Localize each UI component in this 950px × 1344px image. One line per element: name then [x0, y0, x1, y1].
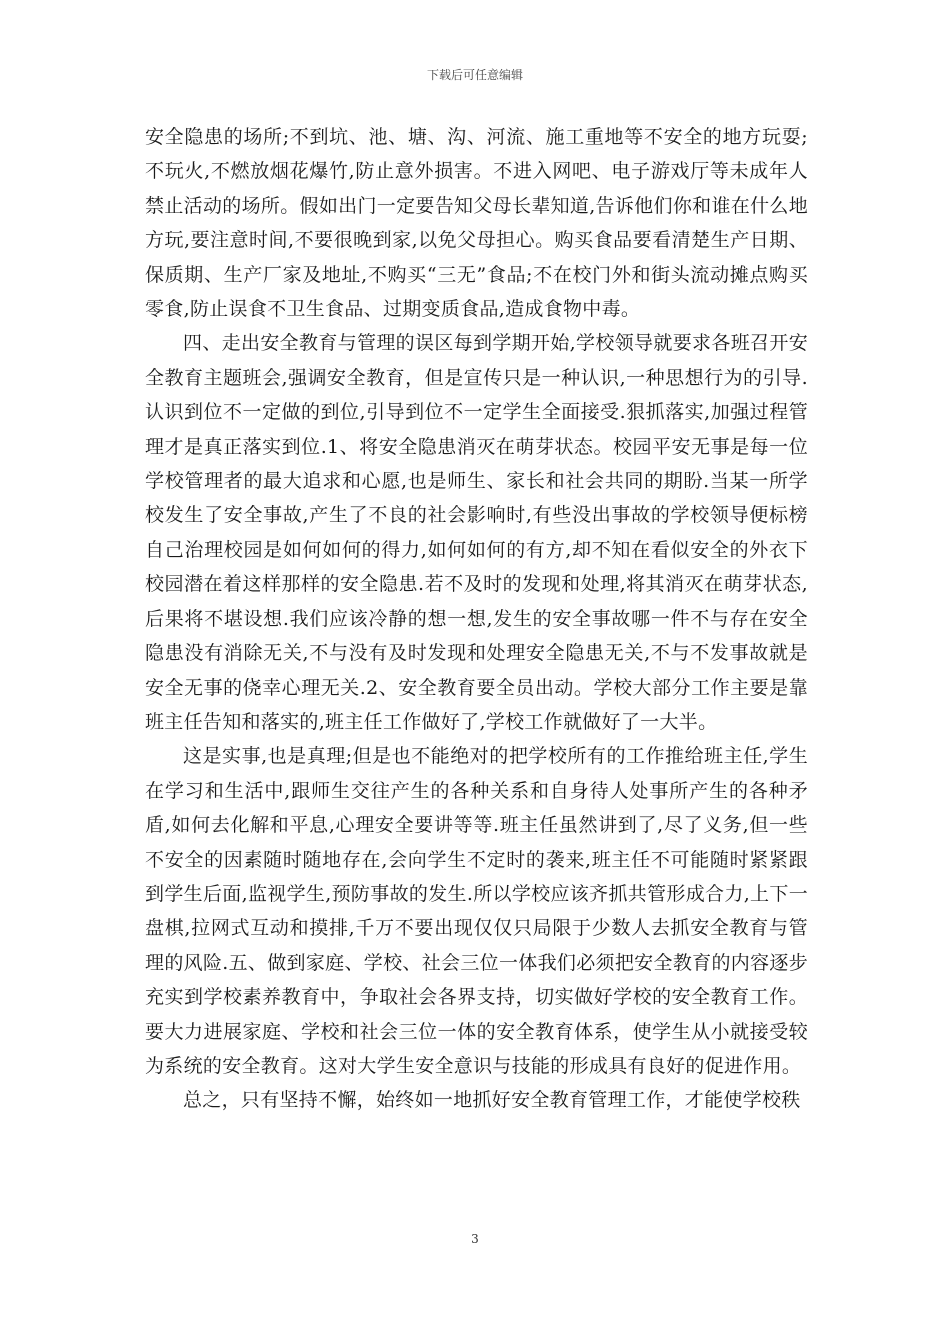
- page-number: 3: [471, 1232, 479, 1246]
- paragraph-section-five: 这是实事,也是真理;但是也不能绝对的把学校所有的工作推给班主任,学生在学习和生活中,跟师生交往产生的各种关系和自身待人处事所产生的各种矛盾,如何去化解和平息,心理安全要讲等等.班主任虽然讲到了,尽了义务,但一些不安全的因素随时随地存在,会向学生不定时的袭来,班主任不可能随时紧紧跟到学生后面,监视学生,预防事故的发生.所以学校应该齐抓共管形成合力,上下一盘棋,拉网式互动和摸排,千万不要出现仅仅只局限于少数人去抓安全教育与管理的风险.五、做到家庭、学校、社会三位一体我们必须把安全教育的内容逐步充实到学校素养教育中，争取社会各界支持，切实做好学校的安全教育工作。要大力进展家庭、学校和社会三位一体的安全教育体系，使学生从小就接受较为系统的安全教育。这对大学生安全意识与技能的形成具有良好的促进作用。: [145, 745, 808, 1077]
- paragraph-continued: 安全隐患的场所;不到坑、池、塘、沟、河流、施工重地等不安全的地方玩耍;不玩火,不燃放烟花爆竹,防止意外损害。不进入网吧、电子游戏厅等未成年人禁止活动的场所。假如出门一定要告知父母长辈知道,告诉他们你和谁在什么地方玩,要注意时间,不要很晚到家,以免父母担心。购买食品要看清楚生产日期、保质期、生产厂家及地址,不购买“三无”食品;不在校门外和街头流动摊点购买零食,防止误食不卫生食品、过期变质食品,造成食物中毒。: [145, 126, 808, 321]
- paragraph-conclusion: 总之，只有坚持不懈，始终如一地抓好安全教育管理工作，才能使学校秩: [183, 1089, 801, 1112]
- document-body: [145, 120, 808, 1118]
- page-header: 下载后可任意编辑: [426, 68, 523, 82]
- paragraph-section-four: 四、走出安全教育与管理的误区每到学期开始,学校领导就要求各班召开安全教育主题班会,强调安全教育，但是宣传只是一种认识,一种思想行为的引导.认识到位不一定做的到位,引导到位不一定学生全面接受.狠抓落实,加强过程管理才是真正落实到位.1、将安全隐患消灭在萌芽状态。校园平安无事是每一位学校管理者的最大追求和心愿,也是师生、家长和社会共同的期盼.当某一所学校发生了安全事故,产生了不良的社会影响时,有些没出事故的学校领导便标榜自己治理校园是如何如何的得力,如何如何的有方,却不知在看似安全的外衣下校园潜在着这样那样的安全隐患.若不及时的发现和处理,将其消灭在萌芽状态,后果将不堪设想.我们应该冷静的想一想,发生的安全事故哪一件不与存在安全隐患没有消除无关,不与没有及时发现和处理安全隐患无关,不与不发事故就是安全无事的侥幸心理无关.2、安全教育要全员出动。学校大部分工作主要是靠班主任告知和落实的,班主任工作做好了,学校工作就做好了一大半。: [145, 332, 808, 733]
